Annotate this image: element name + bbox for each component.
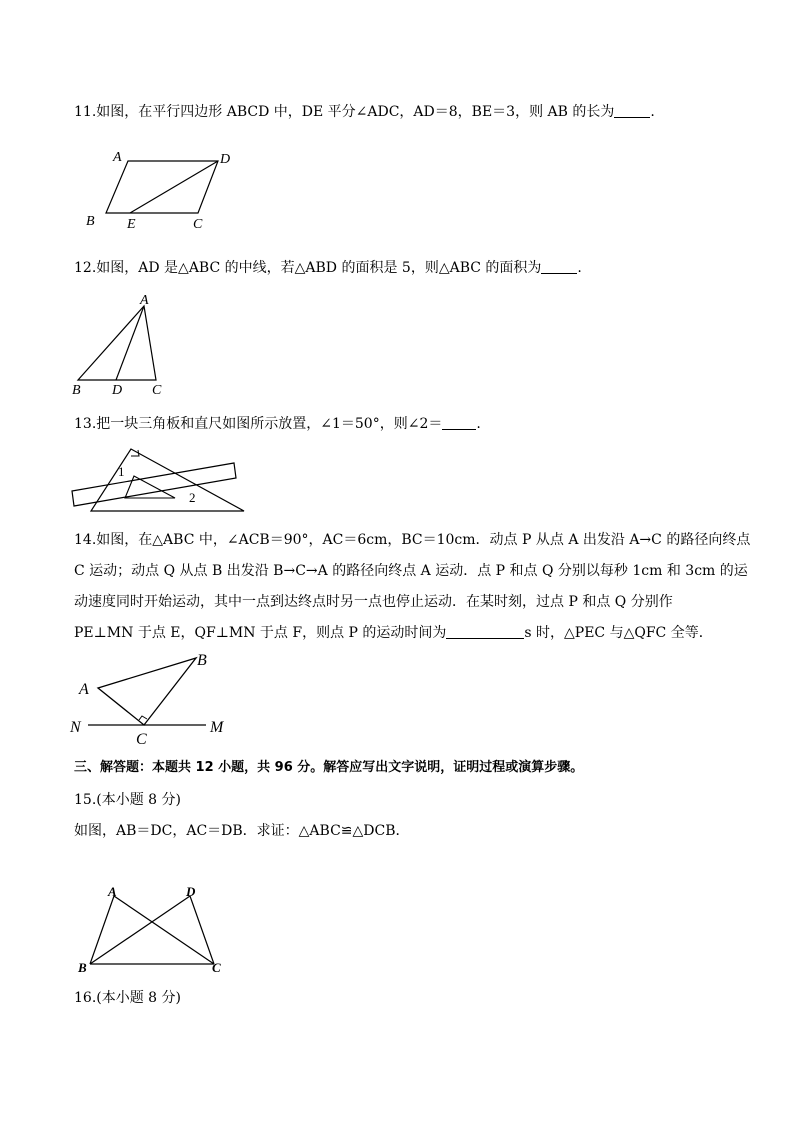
segment-de <box>130 161 218 213</box>
label-d: D <box>186 884 196 899</box>
label-a: A <box>140 293 149 308</box>
label-b: B <box>72 383 81 398</box>
segment-ac <box>114 896 214 964</box>
label-c: C <box>212 960 221 975</box>
q12-text: 12.如图，AD 是△ABC 的中线，若△ABD 的面积是 5，则△ABC 的面积为 . <box>74 260 582 276</box>
q15-heading: 15.(本小题 8 分) <box>74 792 181 808</box>
answer-blank[interactable] <box>614 104 650 118</box>
label-b: B <box>78 960 87 975</box>
section-3-heading: 三、解答题：本题共 12 小题，共 96 分。解答应写出文字说明，证明过程或演算步骤。 <box>74 760 584 775</box>
parallelogram-abcd <box>106 161 218 213</box>
answer-blank[interactable] <box>442 416 476 430</box>
triangle-abc <box>78 306 156 380</box>
label-b: B <box>197 652 207 669</box>
right-triangle-line-figure <box>66 648 236 748</box>
ruler <box>72 463 236 506</box>
label-e: E <box>127 217 136 232</box>
q14-line3: 动速度同时开始运动，其中一点到达终点时另一点也停止运动．在某时刻，过点 P 和点 Q 分别作 <box>74 594 673 610</box>
answer-blank[interactable] <box>446 625 524 639</box>
label-a: A <box>108 884 117 899</box>
label-c: C <box>193 217 203 232</box>
q14-line4: PE⊥MN 于点 E，QF⊥MN 于点 F，则点 P 的运动时间为 s 时，△PEC 与△QFC 全等． <box>74 625 713 641</box>
label-c: C <box>136 731 147 748</box>
label-d: D <box>112 383 123 398</box>
q11-text: 11.如图，在平行四边形 ABCD 中，DE 平分∠ADC，AD＝8，BE＝3，则 AB 的长为 . <box>74 104 655 120</box>
label-b: B <box>86 214 95 229</box>
q14-line1: 14.如图，在△ABC 中，∠ACB＝90°，AC＝6cm，BC＝10cm．动点 P 从点 A 出发沿 A→C 的路径向终点 <box>74 532 751 548</box>
median-ad <box>116 306 144 380</box>
answer-blank[interactable] <box>541 260 577 274</box>
label-m: M <box>210 719 224 736</box>
q15-text: 如图，AB＝DC，AC＝DB．求证：△ABC≌△DCB． <box>74 823 410 839</box>
label-a: A <box>113 150 122 165</box>
angle-1-label: 1 <box>118 464 125 479</box>
label-c: C <box>152 383 162 398</box>
q13-text: 13.把一块三角板和直尺如图所示放置，∠1＝50°，则∠2＝ . <box>74 416 481 432</box>
triangle-abc <box>98 658 196 725</box>
set-square-ruler-figure <box>68 443 253 518</box>
segment-dc <box>190 896 214 964</box>
segment-db <box>90 896 190 964</box>
q14-line2: C 运动；动点 Q 从点 B 出发沿 B→C→A 的路径向终点 A 运动．点 P 和点 Q 分别以每秒 1cm 和 3cm 的运 <box>74 563 748 579</box>
triangle-median-figure <box>68 290 178 400</box>
q16-heading: 16.(本小题 8 分) <box>74 990 181 1006</box>
label-a: A <box>79 681 89 698</box>
label-n: N <box>70 719 81 736</box>
segment-ab <box>90 896 114 964</box>
label-d: D <box>220 152 231 167</box>
congruent-triangles-figure <box>72 880 232 980</box>
parallelogram-figure <box>80 145 250 235</box>
angle-2-label: 2 <box>189 490 196 505</box>
set-square-inner <box>125 476 175 498</box>
right-angle-mark <box>139 716 147 720</box>
